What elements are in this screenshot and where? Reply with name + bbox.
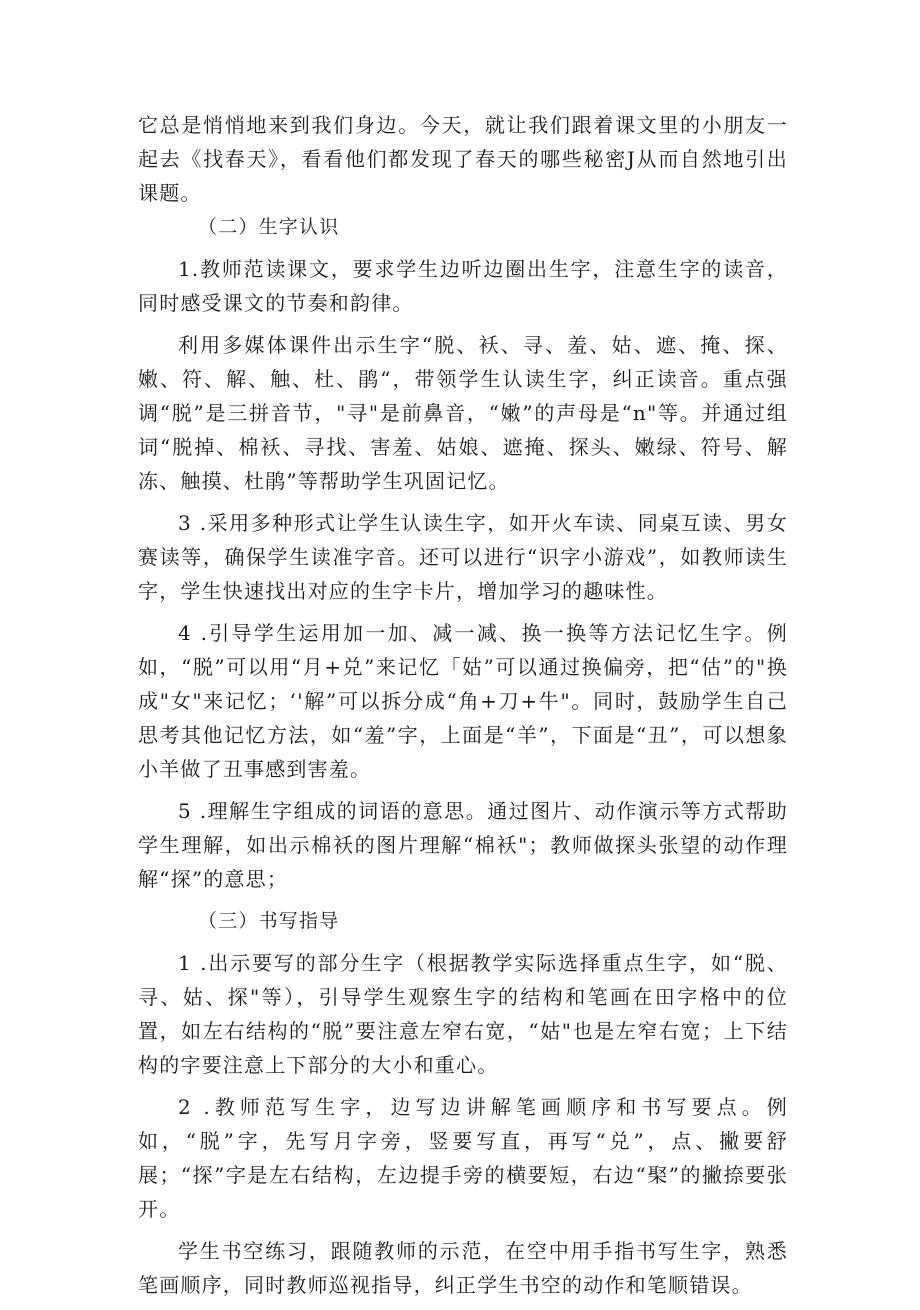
paragraph-step-2: 利用多媒体课件出示生字“脱、袄、寻、羞、姑、遮、掩、探、嫩、符、解、触、杜、鹃“，带领学生认读生字，纠正读音。重点强调“脱”是三拼音节，"寻"是前鼻音，“嫩”的声母是“n"等。并通过组词“脱掉、棉袄、寻找、害羞、姑娘、遮掩、探头、嫩绿、符号、解冻、触摸、杜鹃”等帮助学生巩固记忆。 bbox=[138, 333, 788, 493]
paragraph-writing-2: 2 .教师范写生字，边写边讲解笔画顺序和书写要点。例如，“脱”字，先写月字旁，竖要写直，再写“兑”，点、撇要舒展；“探”字是左右结构，左边提手旁的横要短，右边“棸”的撇捺要张开。 bbox=[138, 1095, 788, 1221]
paragraph-step-3: 3 .采用多种形式让学生认读生字，如开火车读、同桌互读、男女赛读等，确保学生读准字音。还可以进行“识字小游戏”，如教师读生字，学生快速找出对应的生字卡片，增加学习的趣味性。 bbox=[138, 511, 788, 603]
paragraph-step-5: 5 .理解生字组成的词语的意思。通过图片、动作演示等方式帮助学生理解，如出示棉袄的图片理解“棉袄"；教师做探头张望的动作理解“探”的意思； bbox=[138, 799, 788, 891]
document-body bbox=[138, 108, 788, 1310]
paragraph-step-4: 4 .引导学生运用加一加、减一减、换一换等方法记忆生字。例如，“脱”可以用“月+兑”来记忆「姑”可以通过换偏旁，把“估”的"换成"女"来记忆；‘'解”可以拆分成“角+刀+牛"。同时，鼓励学生自己思考其他记忆方法，如“羞”字，上面是“羊”，下面是“丑”，可以想象小羊做了丑事感到害羞。 bbox=[138, 621, 788, 781]
paragraph-writing-practice: 学生书空练习，跟随教师的示范，在空中用手指书写生字，熟悉笔画顺序，同时教师巡视指导，纠正学生书空的动作和笔顺错误。 bbox=[138, 1239, 788, 1297]
paragraph-writing-1: 1 .出示要写的部分生字（根据教学实际选择重点生字，如“脱、寻、姑、探"等），引导学生观察生字的结构和笔画在田字格中的位置，如左右结构的“脱”要注意左窄右宽，“姑"也是左窄右宽；上下结构的字要注意上下部分的大小和重心。 bbox=[138, 951, 788, 1077]
paragraph-intro: 它总是悄悄地来到我们身边。今天，就让我们跟着课文里的小朋友一起去《找春天》，看看他们都发现了春天的哪些秘密J从而自然地引出课题。 bbox=[138, 113, 788, 205]
paragraph-step-1: 1.教师范读课文，要求学生边听边圈出生字，注意生字的读音，同时感受课文的节奏和韵律。 bbox=[138, 257, 788, 315]
section-heading-characters: （二）生字认识 bbox=[198, 216, 340, 238]
section-heading-writing: （三）书写指导 bbox=[198, 910, 340, 932]
